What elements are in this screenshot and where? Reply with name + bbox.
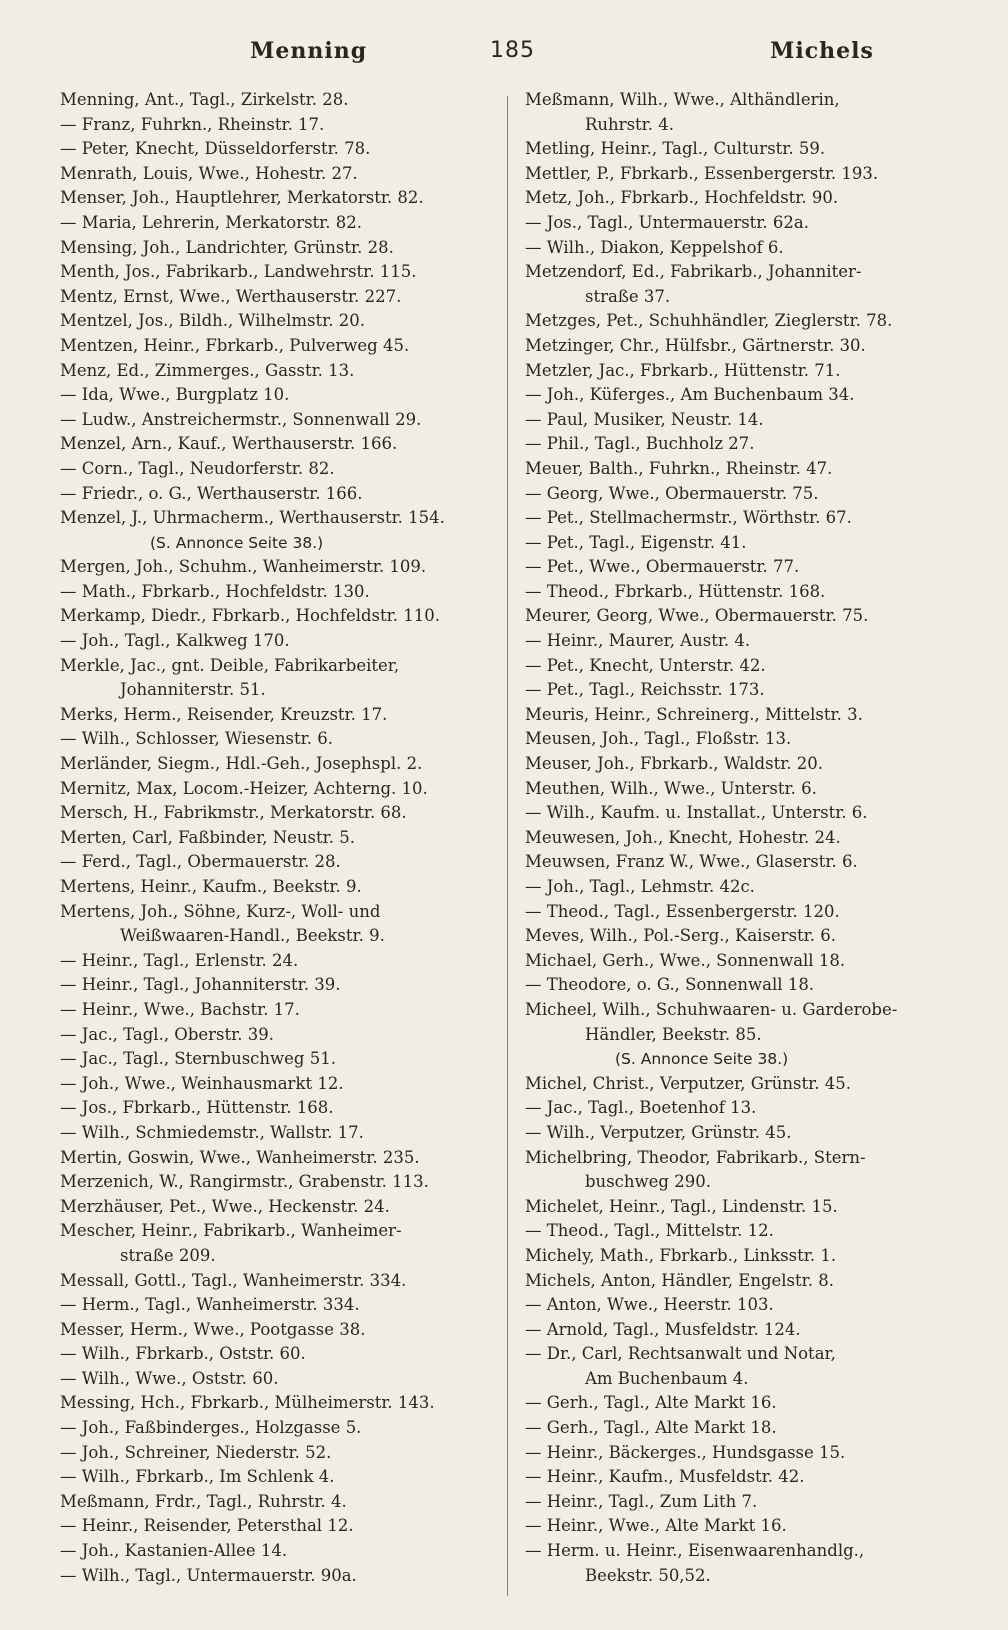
directory-entry: Metzges, Pet., Schuhhändler, Zieglerstr. 78.	[525, 311, 893, 331]
directory-entry: Mernitz, Max, Locom.-Heizer, Achterng. 10.	[60, 778, 428, 798]
directory-entry: Merzenich, W., Rangirmstr., Grabenstr. 113.	[60, 1172, 429, 1192]
directory-entry: Menser, Joh., Hauptlehrer, Merkatorstr. 82.	[60, 188, 424, 208]
directory-entry: Mersch, H., Fabrikmstr., Merkatorstr. 68.	[60, 803, 407, 823]
entry-continuation: Johanniterstr. 51.	[120, 680, 266, 700]
directory-entry: — Heinr., Tagl., Zum Lith 7.	[525, 1491, 758, 1511]
directory-entry: Menz, Ed., Zimmerges., Gasstr. 13.	[60, 360, 355, 380]
entry-continuation: Am Buchenbaum 4.	[585, 1368, 749, 1388]
directory-entry: Meuer, Balth., Fuhrkn., Rheinstr. 47.	[525, 458, 833, 478]
directory-entry: Messing, Hch., Fbrkarb., Mülheimerstr. 143.	[60, 1393, 435, 1413]
directory-entry: — Gerh., Tagl., Alte Markt 18.	[525, 1418, 777, 1438]
directory-entry: Meuwesen, Joh., Knecht, Hohestr. 24.	[525, 827, 841, 847]
directory-entry: Meves, Wilh., Pol.-Serg., Kaiserstr. 6.	[525, 926, 836, 946]
entry-continuation: Ruhrstr. 4.	[585, 114, 674, 134]
directory-entry: Merkamp, Diedr., Fbrkarb., Hochfeldstr. 110.	[60, 606, 440, 626]
directory-entry: — Joh., Tagl., Lehmstr. 42c.	[525, 877, 755, 896]
directory-entry: Merländer, Siegm., Hdl.-Geh., Josephspl. 2.	[60, 754, 423, 774]
directory-entry: Michel, Christ., Verputzer, Grünstr. 45.	[525, 1073, 851, 1093]
directory-entry: Metzinger, Chr., Hülfsbr., Gärtnerstr. 30.	[525, 335, 866, 355]
directory-entry: Mentzel, Jos., Bildh., Wilhelmstr. 20.	[60, 311, 365, 331]
directory-entry: Messall, Gottl., Tagl., Wanheimerstr. 334.	[60, 1270, 407, 1290]
directory-entry: — Joh., Küferges., Am Buchenbaum 34.	[525, 385, 855, 405]
directory-entry: Menzel, J., Uhrmacherm., Werthauserstr. 154.	[60, 508, 445, 528]
directory-entry: — Pet., Tagl., Eigenstr. 41.	[525, 532, 747, 552]
directory-entry: — Ida, Wwe., Burgplatz 10.	[60, 385, 290, 405]
directory-entry: Meuris, Heinr., Schreinerg., Mittelstr. 3.	[525, 704, 863, 724]
directory-entry: Mergen, Joh., Schuhm., Wanheimerstr. 109.	[60, 557, 427, 577]
directory-entry: — Wilh., Schmiedemstr., Wallstr. 17.	[60, 1122, 364, 1142]
directory-entry: — Jac., Tagl., Oberstr. 39.	[60, 1024, 274, 1044]
directory-entry: — Jac., Tagl., Sternbuschweg 51.	[60, 1049, 336, 1069]
directory-entry: Merkle, Jac., gnt. Deible, Fabrikarbeiter,	[60, 655, 400, 675]
directory-entry: Menth, Jos., Fabrikarb., Landwehrstr. 115.	[60, 262, 417, 282]
page-header	[0, 38, 1008, 74]
entry-continuation: straße 37.	[585, 286, 671, 306]
directory-entry: — Paul, Musiker, Neustr. 14.	[525, 409, 764, 429]
directory-entry: Mertens, Heinr., Kaufm., Beekstr. 9.	[60, 877, 362, 896]
directory-entry: — Wilh., Schlosser, Wiesenstr. 6.	[60, 729, 333, 749]
directory-entry: — Jac., Tagl., Boetenhof 13.	[525, 1098, 757, 1118]
directory-entry: — Wilh., Fbrkarb., Oststr. 60.	[60, 1344, 306, 1364]
directory-entry: — Dr., Carl, Rechtsanwalt und Notar,	[525, 1344, 836, 1364]
directory-entry: Michely, Math., Fbrkarb., Linksstr. 1.	[525, 1245, 837, 1265]
annonce-note: (S. Annonce Seite 38.)	[615, 1050, 789, 1069]
directory-entry: Mensing, Joh., Landrichter, Grünstr. 28.	[60, 237, 394, 257]
directory-entry: Mertens, Joh., Söhne, Kurz-, Woll- und	[60, 901, 381, 921]
directory-entry: — Arnold, Tagl., Musfeldstr. 124.	[525, 1319, 801, 1339]
directory-entry: Messer, Herm., Wwe., Pootgasse 38.	[60, 1319, 366, 1339]
directory-entry: Meuthen, Wilh., Wwe., Unterstr. 6.	[525, 778, 817, 798]
directory-entry: Merzhäuser, Pet., Wwe., Heckenstr. 24.	[60, 1196, 390, 1216]
directory-entry: Michelet, Heinr., Tagl., Lindenstr. 15.	[525, 1196, 838, 1216]
directory-entry: Meßmann, Wilh., Wwe., Althändlerin,	[525, 90, 840, 109]
directory-entry: — Wilh., Tagl., Untermauerstr. 90a.	[60, 1565, 357, 1585]
directory-entry: — Jos., Tagl., Untermauerstr. 62a.	[525, 212, 809, 232]
column-divider	[507, 96, 508, 1596]
directory-entry: — Anton, Wwe., Heerstr. 103.	[525, 1295, 774, 1315]
directory-entry: Meuwsen, Franz W., Wwe., Glaserstr. 6.	[525, 852, 858, 872]
directory-entry: — Maria, Lehrerin, Merkatorstr. 82.	[60, 212, 362, 232]
directory-entry: Metling, Heinr., Tagl., Culturstr. 59.	[525, 139, 826, 159]
annonce-note: (S. Annonce Seite 38.)	[150, 533, 324, 552]
directory-entry: — Ferd., Tagl., Obermauerstr. 28.	[60, 852, 341, 872]
directory-entry: — Math., Fbrkarb., Hochfeldstr. 130.	[60, 581, 370, 601]
directory-entry: — Joh., Tagl., Kalkweg 170.	[60, 631, 290, 651]
header-left-keyword: Menning	[250, 38, 368, 64]
entry-continuation: straße 209.	[120, 1245, 216, 1265]
page-number: 185	[490, 38, 535, 63]
directory-entry: — Friedr., o. G., Werthauserstr. 166.	[60, 483, 363, 503]
entry-continuation: Weißwaaren-Handl., Beekstr. 9.	[120, 926, 385, 946]
entry-continuation: Händler, Beekstr. 85.	[585, 1024, 762, 1044]
directory-entry: Meusen, Joh., Tagl., Floßstr. 13.	[525, 729, 792, 749]
directory-entry: — Jos., Fbrkarb., Hüttenstr. 168.	[60, 1098, 334, 1118]
directory-entry: — Heinr., Tagl., Johanniterstr. 39.	[60, 975, 341, 995]
directory-entry: — Ludw., Anstreichermstr., Sonnenwall 29.	[60, 409, 422, 429]
directory-entry: — Franz, Fuhrkn., Rheinstr. 17.	[60, 114, 325, 134]
directory-entry: — Pet., Wwe., Obermauerstr. 77.	[525, 557, 800, 577]
directory-entry: — Theod., Tagl., Mittelstr. 12.	[525, 1221, 774, 1241]
directory-entry: — Heinr., Tagl., Erlenstr. 24.	[60, 950, 299, 970]
directory-entry: — Corn., Tagl., Neudorferstr. 82.	[60, 458, 335, 478]
directory-entry: — Pet., Knecht, Unterstr. 42.	[525, 655, 766, 675]
directory-entry: — Gerh., Tagl., Alte Markt 16.	[525, 1393, 777, 1413]
directory-entry: — Wilh., Wwe., Oststr. 60.	[60, 1368, 279, 1388]
directory-entry: — Heinr., Kaufm., Musfeldstr. 42.	[525, 1467, 805, 1487]
directory-entry: — Wilh., Kaufm. u. Installat., Unterstr. 6.	[525, 803, 868, 823]
directory-entry: — Herm., Tagl., Wanheimerstr. 334.	[60, 1295, 360, 1315]
directory-entry: Merten, Carl, Faßbinder, Neustr. 5.	[60, 827, 355, 847]
directory-entry: Mescher, Heinr., Fabrikarb., Wanheimer-	[60, 1221, 402, 1241]
entry-continuation: Beekstr. 50,52.	[585, 1565, 711, 1585]
directory-entry: — Peter, Knecht, Düsseldorferstr. 78.	[60, 139, 371, 159]
directory-entry: Mentzen, Heinr., Fbrkarb., Pulverweg 45.	[60, 335, 410, 355]
directory-entry: — Theodore, o. G., Sonnenwall 18.	[525, 975, 815, 995]
directory-entry: — Heinr., Reisender, Petersthal 12.	[60, 1516, 354, 1536]
directory-entry: Metzendorf, Ed., Fabrikarb., Johanniter-	[525, 262, 862, 282]
directory-entry: — Wilh., Diakon, Keppelshof 6.	[525, 237, 784, 257]
directory-entry: — Wilh., Fbrkarb., Im Schlenk 4.	[60, 1467, 335, 1487]
right-column	[525, 88, 965, 1588]
directory-entry: — Pet., Tagl., Reichsstr. 173.	[525, 680, 765, 700]
directory-entry: Meßmann, Frdr., Tagl., Ruhrstr. 4.	[60, 1491, 347, 1511]
directory-entry: — Wilh., Verputzer, Grünstr. 45.	[525, 1122, 792, 1142]
directory-entry: Metzler, Jac., Fbrkarb., Hüttenstr. 71.	[525, 360, 841, 380]
directory-entry: Menzel, Arn., Kauf., Werthauserstr. 166.	[60, 434, 398, 454]
directory-entry: — Theod., Tagl., Essenbergerstr. 120.	[525, 901, 840, 921]
directory-entry: Michelbring, Theodor, Fabrikarb., Stern-	[525, 1147, 866, 1167]
directory-entry: — Heinr., Maurer, Austr. 4.	[525, 631, 751, 651]
directory-entry: — Joh., Wwe., Weinhausmarkt 12.	[60, 1073, 344, 1093]
directory-entry: — Heinr., Wwe., Bachstr. 17.	[60, 999, 300, 1019]
directory-entry: — Joh., Faßbinderges., Holzgasse 5.	[60, 1418, 362, 1438]
directory-entry: Mettler, P., Fbrkarb., Essenbergerstr. 193.	[525, 163, 879, 183]
directory-entry: — Herm. u. Heinr., Eisenwaarenhandlg.,	[525, 1541, 865, 1561]
directory-entry: Meurer, Georg, Wwe., Obermauerstr. 75.	[525, 606, 869, 626]
directory-entry: Metz, Joh., Fbrkarb., Hochfeldstr. 90.	[525, 188, 839, 208]
directory-entry: — Phil., Tagl., Buchholz 27.	[525, 434, 755, 454]
directory-entry: — Heinr., Bäckerges., Hundsgasse 15.	[525, 1442, 846, 1462]
directory-entry: Menning, Ant., Tagl., Zirkelstr. 28.	[60, 90, 349, 109]
directory-entry: — Theod., Fbrkarb., Hüttenstr. 168.	[525, 581, 826, 601]
directory-entry: Micheel, Wilh., Schuhwaaren- u. Garderobe-	[525, 999, 898, 1019]
left-column	[60, 88, 490, 1588]
directory-entry: Menrath, Louis, Wwe., Hohestr. 27.	[60, 163, 358, 183]
directory-entry: Michael, Gerh., Wwe., Sonnenwall 18.	[525, 950, 846, 970]
directory-entry: — Georg, Wwe., Obermauerstr. 75.	[525, 483, 819, 503]
entry-continuation: buschweg 290.	[585, 1172, 711, 1192]
directory-entry: — Joh., Kastanien-Allee 14.	[60, 1541, 288, 1561]
directory-entry: Michels, Anton, Händler, Engelstr. 8.	[525, 1270, 834, 1290]
directory-entry: Mentz, Ernst, Wwe., Werthauserstr. 227.	[60, 286, 402, 306]
directory-entry: Mertin, Goswin, Wwe., Wanheimerstr. 235.	[60, 1147, 420, 1167]
header-right-keyword: Michels	[770, 38, 874, 64]
directory-entry: Meuser, Joh., Fbrkarb., Waldstr. 20.	[525, 754, 824, 774]
directory-entry: Merks, Herm., Reisender, Kreuzstr. 17.	[60, 704, 388, 724]
directory-entry: — Pet., Stellmachermstr., Wörthstr. 67.	[525, 508, 852, 528]
directory-entry: — Heinr., Wwe., Alte Markt 16.	[525, 1516, 787, 1536]
directory-entry: — Joh., Schreiner, Niederstr. 52.	[60, 1442, 332, 1462]
